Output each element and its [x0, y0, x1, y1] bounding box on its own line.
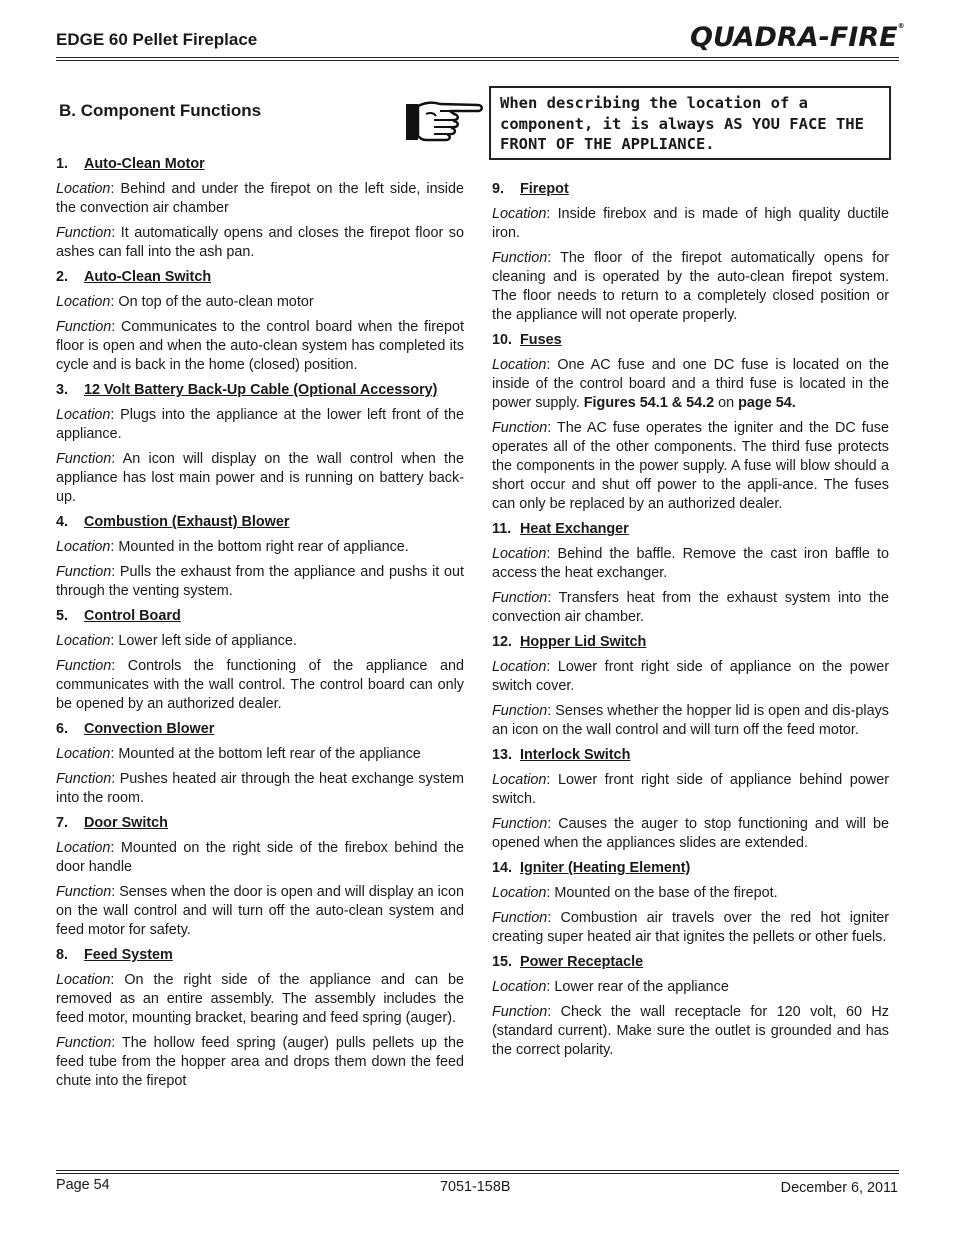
function-text: Causes the auger to stop functioning and will be opened when the appliances slides are extended. — [492, 816, 889, 851]
location-text: Mounted at the bottom left rear of the appliance — [118, 746, 421, 762]
component-number: 15. — [492, 954, 513, 970]
function-text: Transfers heat from the exhaust system into the convection air chamber. — [492, 590, 889, 625]
location-paragraph: Location: On top of the auto-clean motor — [56, 294, 314, 310]
component-item — [56, 513, 464, 601]
component-item — [56, 381, 464, 507]
component-item — [492, 633, 889, 740]
component-heading — [492, 953, 889, 972]
function-paragraph: Function: The AC fuse operates the igniter and the DC fuse operates all of the other components. The third fuse protects the components in the power supply. A fuse will blow should a short occur and shut off power to the appli-ance. The fuses can only be replaced by an authorized dealer. — [492, 420, 889, 512]
function-text: The AC fuse operates the igniter and the DC fuse operates all of the other components. The third fuse protects the components in the power supply. A fuse will blow should a short occur and shut off power to the appli-ance. The fuses can only be replaced by an authorized dealer. — [492, 420, 889, 512]
function-text: Senses when the door is open and will display an icon on the wall control and will turn off the auto-clean system and feed motor for safety. — [56, 884, 464, 938]
component-name: Combustion (Exhaust) Blower — [84, 514, 290, 530]
location-paragraph: Location: Mounted on the base of the firepot. — [492, 885, 778, 901]
function-paragraph: Function: Senses whether the hopper lid is open and dis-plays an icon on the wall control and will turn off the feed motor. — [492, 703, 890, 738]
component-item — [492, 859, 889, 947]
function-text: An icon will display on the wall control when the appliance has lost main power and is running on battery back-up. — [56, 451, 465, 505]
component-number: 5. — [56, 608, 69, 624]
component-item — [56, 155, 464, 262]
component-number: 4. — [56, 514, 69, 530]
component-heading — [492, 520, 889, 539]
component-item — [492, 180, 889, 325]
component-number: 3. — [56, 382, 69, 398]
function-paragraph: Function: The floor of the firepot automatically opens for cleaning and is operated by the auto-clean firepot system. The floor needs to return to a completely closed position or the appliance will not operate properly. — [492, 250, 889, 323]
location-paragraph: Location: Plugs into the appliance at the lower left front of the appliance. — [56, 407, 464, 442]
component-name: Firepot — [520, 181, 569, 197]
component-name: Igniter (Heating Element) — [520, 860, 691, 876]
function-label: Function — [56, 564, 112, 580]
location-paragraph: Location: Mounted on the right side of the firebox behind the door handle — [56, 840, 465, 875]
component-number: 13. — [492, 747, 513, 763]
location-paragraph: Location: Lower left side of appliance. — [56, 633, 297, 649]
component-heading — [56, 720, 464, 739]
page-reference: page 54. — [738, 395, 796, 411]
location-label: Location — [56, 294, 111, 310]
component-number: 12. — [492, 634, 513, 650]
function-text: Communicates to the control board when the firepot floor is open and when the auto-clean system has completed its cycle and is back in the home (closed) position. — [56, 319, 465, 373]
function-label: Function — [56, 451, 112, 467]
function-label: Function — [56, 658, 112, 674]
component-name: Auto-Clean Switch — [84, 269, 212, 285]
component-name: Auto-Clean Motor — [84, 156, 205, 172]
function-label: Function — [492, 816, 548, 832]
function-paragraph: Function: Communicates to the control board when the firepot floor is open and when the auto-clean system has completed its cycle and is back in the home (closed) position. — [56, 319, 465, 373]
page-number: Page 54 — [56, 1177, 110, 1193]
location-text: On top of the auto-clean motor — [118, 294, 314, 310]
component-heading — [56, 814, 464, 833]
left-column — [56, 155, 464, 1097]
component-number: 9. — [492, 181, 505, 197]
function-text: Senses whether the hopper lid is open and dis-plays an icon on the wall control and will turn off the feed motor. — [492, 703, 890, 738]
function-label: Function — [56, 225, 112, 241]
component-heading — [492, 859, 889, 878]
location-text: Lower front right side of appliance behind power switch. — [492, 772, 889, 807]
function-label: Function — [492, 590, 548, 606]
function-paragraph: Function: An icon will display on the wall control when the appliance has lost main power and is running on battery back-up. — [56, 451, 465, 505]
component-name: Interlock Switch — [520, 747, 631, 763]
component-heading — [56, 268, 464, 287]
document-number: 7051-158B — [440, 1179, 511, 1195]
function-label: Function — [492, 1004, 548, 1020]
pointing-hand-icon — [404, 96, 484, 142]
component-item — [56, 268, 464, 375]
document-date: December 6, 2011 — [780, 1180, 898, 1196]
function-paragraph: Function: Combustion air travels over the red hot igniter creating super heated air that ignites the pellets or other fuels. — [492, 910, 889, 945]
component-name: Power Receptacle — [520, 954, 644, 970]
footer-divider-secondary — [56, 1173, 899, 1174]
location-label: Location — [56, 633, 111, 649]
location-paragraph: Location: Mounted in the bottom right rear of appliance. — [56, 539, 409, 555]
function-label: Function — [492, 703, 548, 719]
function-text: Controls the functioning of the appliance and communicates with the wall control. The control board can only be opened by an authorized dealer. — [56, 658, 465, 712]
location-text: One AC fuse and one DC fuse is located on the inside of the control board and a third fuse is located in the power supply. — [492, 357, 889, 411]
function-label: Function — [492, 910, 548, 926]
location-paragraph: Location: Lower rear of the appliance — [492, 979, 729, 995]
location-paragraph: Location: Inside firebox and is made of high quality ductile iron. — [492, 206, 890, 241]
function-label: Function — [492, 250, 548, 266]
location-paragraph: Location: Lower front right side of appliance behind power switch. — [492, 772, 889, 807]
location-text: Lower rear of the appliance — [554, 979, 729, 995]
right-column — [492, 180, 889, 1066]
function-paragraph: Function: Senses when the door is open and will display an icon on the wall control and will turn off the auto-clean system and feed motor for safety. — [56, 884, 464, 938]
component-name: 12 Volt Battery Back-Up Cable (Optional Accessory) — [84, 382, 438, 398]
component-heading — [492, 633, 889, 652]
function-text: It automatically opens and closes the firepot floor so ashes can fall into the ash pan. — [56, 225, 464, 260]
reference-connector: on — [718, 395, 735, 411]
component-name: Control Board — [84, 608, 181, 624]
location-paragraph: Location: On the right side of the appliance and can be removed as an entire assembly. The assembly includes the feed motor, mounting bracket, bearing and feed spring (auger). — [56, 972, 464, 1026]
logo-mark: ® — [897, 22, 905, 30]
component-item — [492, 746, 889, 853]
component-number: 6. — [56, 721, 69, 737]
component-name: Door Switch — [84, 815, 168, 831]
function-paragraph: Function: It automatically opens and closes the firepot floor so ashes can fall into the ash pan. — [56, 225, 464, 260]
orientation-note-text: When describing the location of a component, it is always AS YOU FACE THE FRONT OF THE APPLIANCE. — [500, 94, 864, 153]
location-text: On the right side of the appliance and can be removed as an entire assembly. The assembly includes the feed motor, mounting bracket, bearing and feed spring (auger). — [56, 972, 464, 1026]
location-label: Location — [56, 181, 111, 197]
location-text: Mounted on the right side of the firebox behind the door handle — [56, 840, 465, 875]
figure-reference: Figures 54.1 & 54.2 — [583, 395, 715, 411]
function-text: Combustion air travels over the red hot igniter creating super heated air that ignites the pellets or other fuels. — [492, 910, 889, 945]
component-name: Convection Blower — [84, 721, 215, 737]
location-paragraph: Location: Behind the baffle. Remove the cast iron baffle to access the heat exchanger. — [492, 546, 890, 581]
location-label: Location — [492, 772, 547, 788]
location-label: Location — [492, 206, 547, 222]
component-number: 2. — [56, 269, 69, 285]
function-paragraph: Function: Pulls the exhaust from the appliance and pushs it out through the venting system. — [56, 564, 464, 599]
location-label: Location — [56, 972, 111, 988]
logo-text: QUADRA-FIRE — [690, 22, 898, 53]
location-paragraph: Location: One AC fuse and one DC fuse is located on the inside of the control board and a third fuse is located in the power supply. Figures 54.1 & 54.2 on page 54. — [492, 357, 889, 411]
component-item — [492, 331, 889, 514]
component-number: 7. — [56, 815, 69, 831]
component-heading — [56, 155, 464, 174]
location-text: Mounted on the base of the firepot. — [554, 885, 778, 901]
component-heading — [56, 381, 464, 400]
component-item — [56, 946, 464, 1091]
brand-logo — [690, 22, 905, 53]
function-paragraph: Function: Controls the functioning of the appliance and communicates with the wall control. The control board can only be opened by an authorized dealer. — [56, 658, 465, 712]
component-heading — [56, 513, 464, 532]
location-label: Location — [56, 840, 111, 856]
component-name: Fuses — [520, 332, 562, 348]
location-text: Plugs into the appliance at the lower left front of the appliance. — [56, 407, 464, 442]
component-heading — [56, 607, 464, 626]
location-label: Location — [492, 979, 547, 995]
component-item — [56, 607, 464, 714]
component-heading — [492, 331, 889, 350]
orientation-note-box — [489, 86, 891, 160]
component-item — [56, 720, 464, 808]
header-divider-secondary — [56, 60, 899, 61]
location-label: Location — [492, 659, 547, 675]
function-label: Function — [56, 1035, 112, 1051]
location-text: Behind and under the firepot on the left side, inside the convection air chamber — [56, 181, 464, 216]
function-text: Check the wall receptacle for 120 volt, 60 Hz (standard current). Make sure the outlet is grounded and has the correct polarity. — [492, 1004, 889, 1058]
location-label: Location — [492, 546, 547, 562]
component-name: Hopper Lid Switch — [520, 634, 647, 650]
location-paragraph: Location: Mounted at the bottom left rear of the appliance — [56, 746, 421, 762]
location-label: Location — [492, 357, 547, 373]
component-item — [492, 953, 889, 1060]
location-label: Location — [492, 885, 547, 901]
function-label: Function — [492, 420, 548, 436]
component-number: 1. — [56, 156, 69, 172]
location-text: Lower front right side of appliance on the power switch cover. — [492, 659, 889, 694]
component-item — [56, 814, 464, 940]
function-paragraph: Function: Transfers heat from the exhaust system into the convection air chamber. — [492, 590, 889, 625]
component-number: 8. — [56, 947, 69, 963]
component-item — [492, 520, 889, 627]
location-text: Inside firebox and is made of high quality ductile iron. — [492, 206, 890, 241]
function-label: Function — [56, 771, 112, 787]
function-text: The hollow feed spring (auger) pulls pellets up the feed tube from the hopper area and drops them down the feed chute into the firepot — [56, 1035, 464, 1089]
function-text: Pulls the exhaust from the appliance and pushs it out through the venting system. — [56, 564, 464, 599]
function-paragraph: Function: Check the wall receptacle for 120 volt, 60 Hz (standard current). Make sure the outlet is grounded and has the correct polarity. — [492, 1004, 889, 1058]
function-paragraph: Function: Causes the auger to stop functioning and will be opened when the appliances slides are extended. — [492, 816, 889, 851]
footer-divider — [56, 1170, 899, 1171]
location-text: Lower left side of appliance. — [118, 633, 297, 649]
location-label: Location — [56, 539, 111, 555]
location-text: Mounted in the bottom right rear of appliance. — [118, 539, 409, 555]
function-text: Pushes heated air through the heat exchange system into the room. — [56, 771, 464, 806]
component-number: 11. — [492, 521, 512, 537]
component-name: Feed System — [84, 947, 173, 963]
component-number: 10. — [492, 332, 513, 348]
location-label: Location — [56, 746, 111, 762]
function-label: Function — [56, 319, 112, 335]
location-paragraph: Location: Lower front right side of appliance on the power switch cover. — [492, 659, 889, 694]
location-label: Location — [56, 407, 111, 423]
function-paragraph: Function: Pushes heated air through the heat exchange system into the room. — [56, 771, 464, 806]
function-text: The floor of the firepot automatically opens for cleaning and is operated by the auto-clean firepot system. The floor needs to return to a completely closed position or the appliance will not operate properly. — [492, 250, 889, 323]
component-heading — [492, 180, 889, 199]
component-heading — [56, 946, 464, 965]
header-title: EDGE 60 Pellet Fireplace — [56, 30, 258, 49]
function-paragraph: Function: The hollow feed spring (auger) pulls pellets up the feed tube from the hopper area and drops them down the feed chute into the firepot — [56, 1035, 464, 1089]
component-number: 14. — [492, 860, 513, 876]
header-divider — [56, 57, 899, 58]
section-title: B. Component Functions — [59, 101, 262, 120]
location-paragraph: Location: Behind and under the firepot on the left side, inside the convection air chamber — [56, 181, 464, 216]
function-label: Function — [56, 884, 112, 900]
component-heading — [492, 746, 889, 765]
location-text: Behind the baffle. Remove the cast iron baffle to access the heat exchanger. — [492, 546, 890, 581]
component-name: Heat Exchanger — [520, 521, 629, 537]
